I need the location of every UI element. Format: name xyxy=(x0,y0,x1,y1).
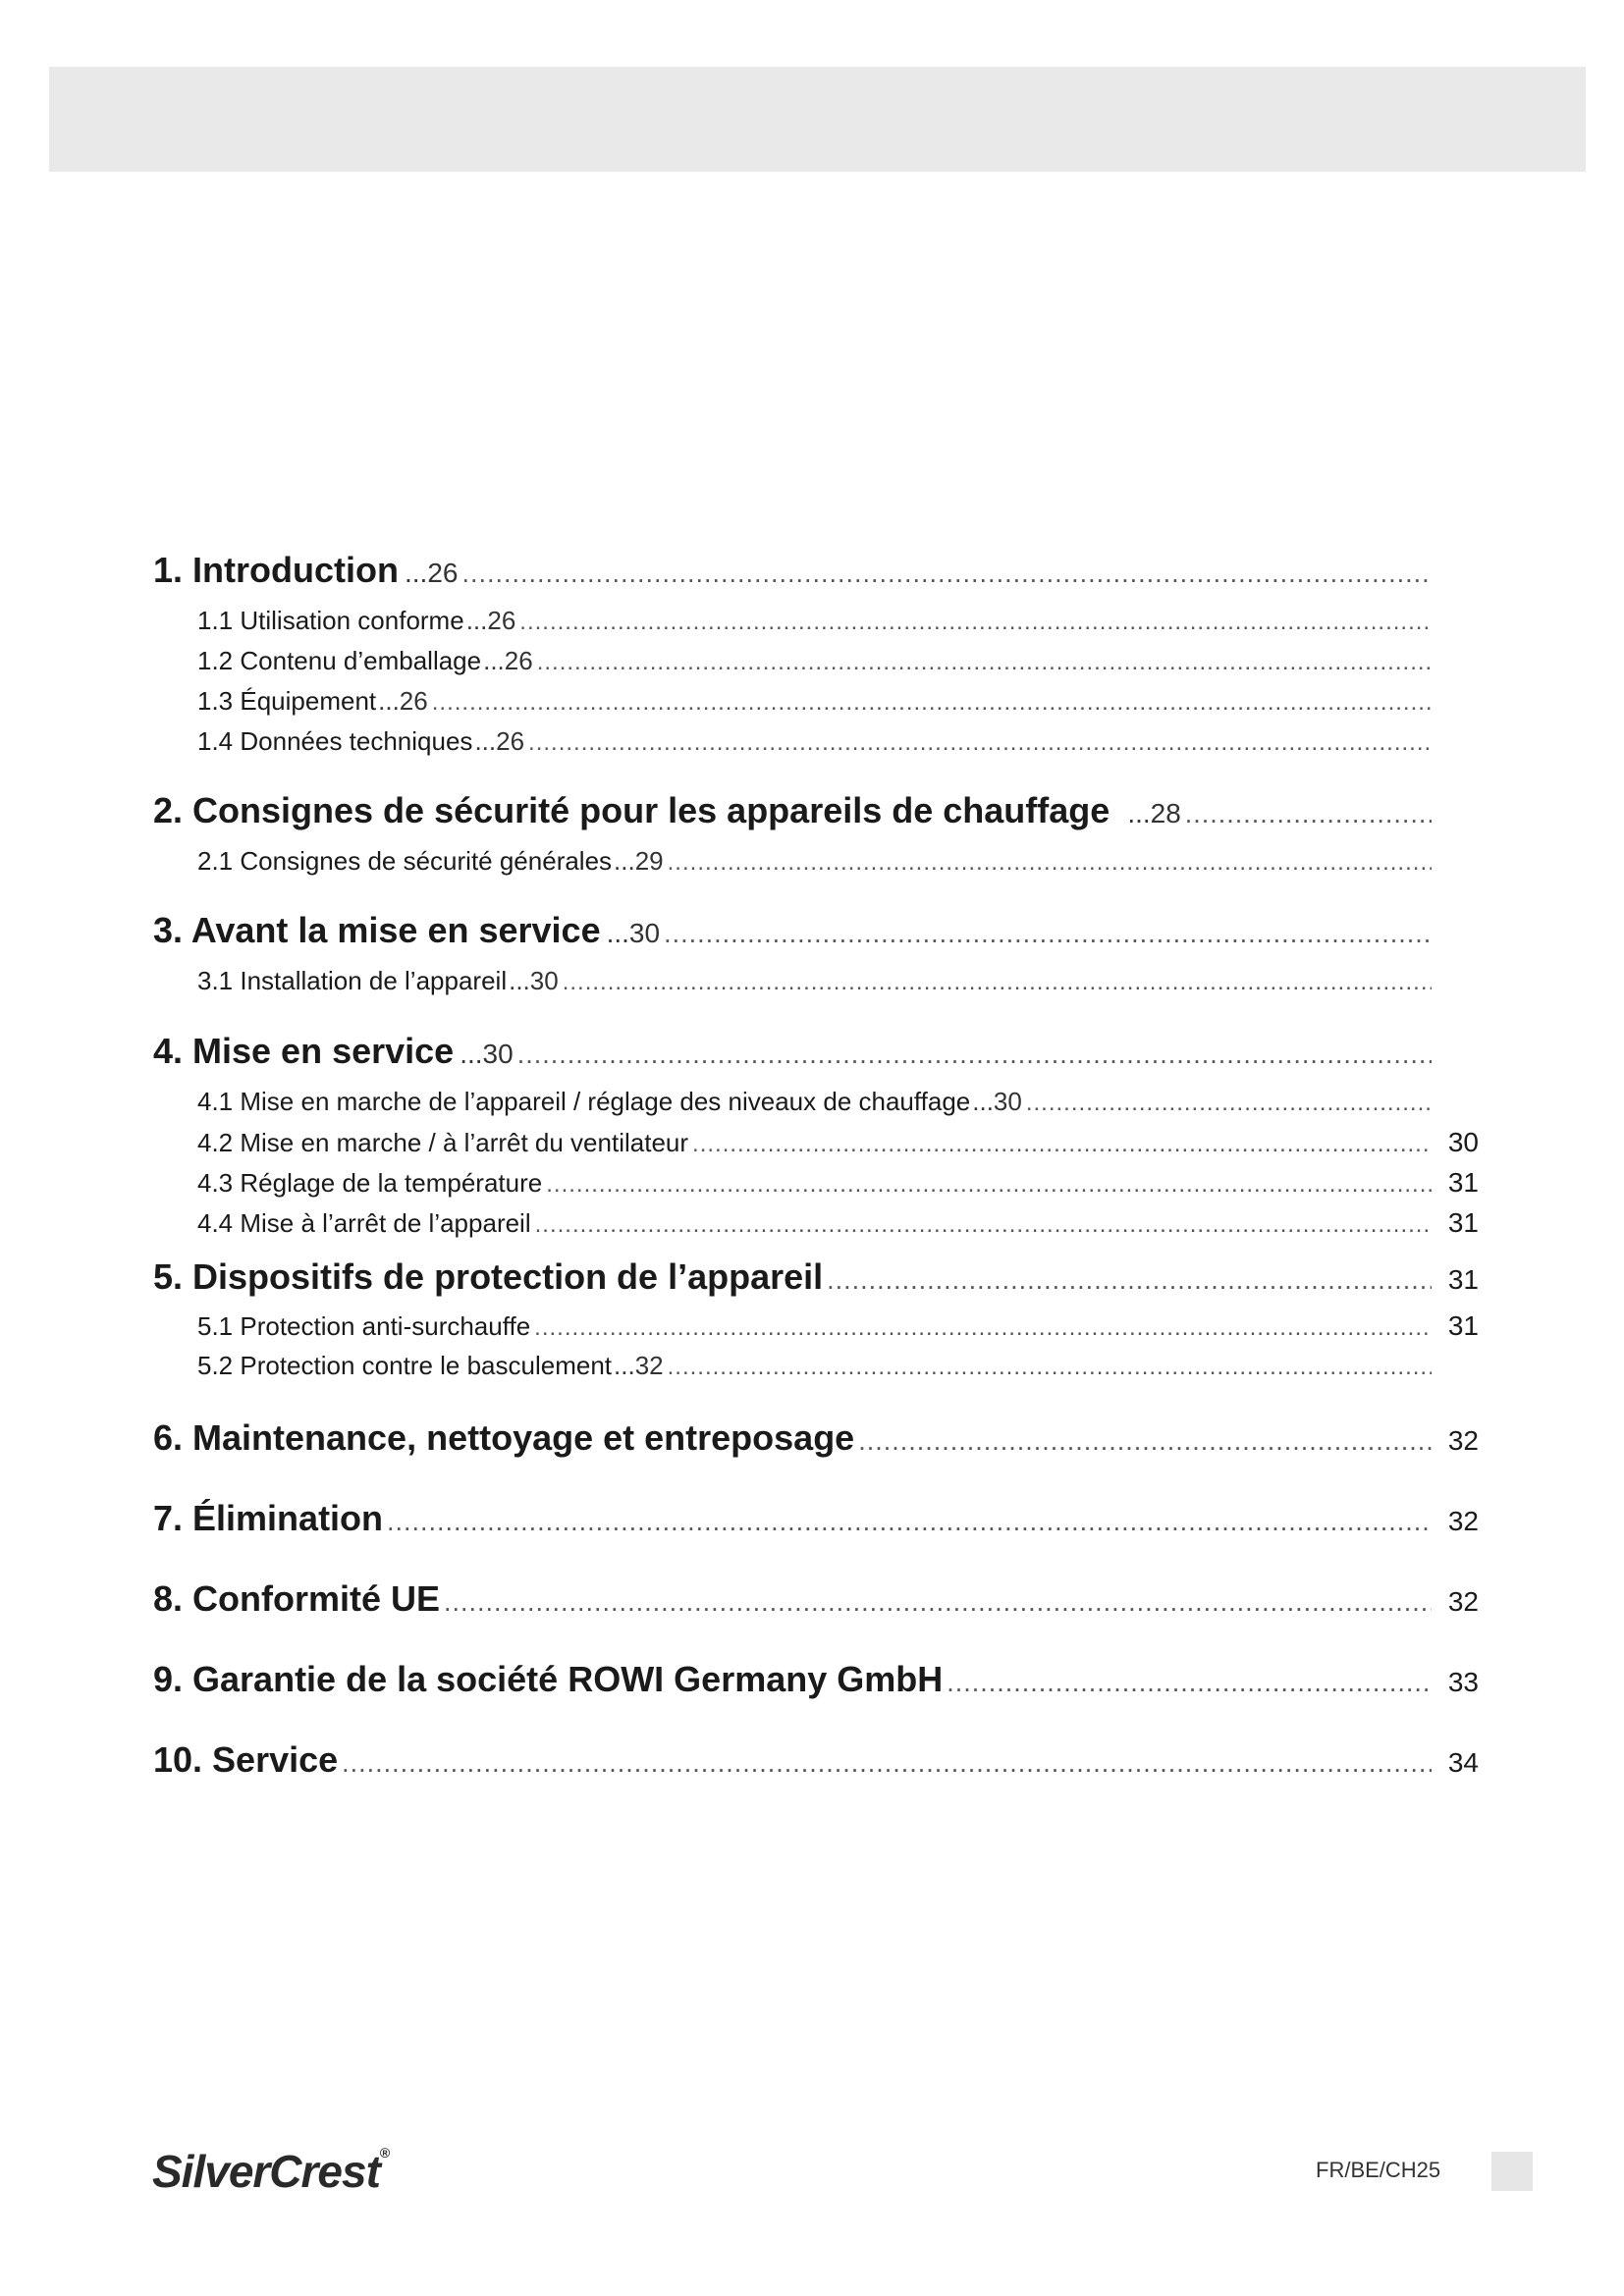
toc-title: 8. Conformité UE xyxy=(153,1578,441,1619)
toc-page-number: 31 xyxy=(1447,1167,1479,1198)
page-code: FR/BE/CH25 xyxy=(1316,2158,1441,2182)
toc-title: 1. Introduction xyxy=(153,550,399,590)
toc-title: 9. Garantie de la société ROWI Germany GmbH xyxy=(153,1659,944,1699)
toc-title: 4.3 Réglage de la température xyxy=(197,1168,543,1198)
toc-page-inline: ...26 xyxy=(378,686,428,716)
toc-page-inline: ...32 xyxy=(614,1351,664,1380)
dot-leader xyxy=(1185,799,1432,829)
toc-title: 4.1 Mise en marche de l’appareil / réglage des niveaux de chauffage xyxy=(197,1087,971,1116)
toc-page-inline: ...29 xyxy=(614,846,664,876)
dot-leader xyxy=(444,1587,1432,1618)
dot-leader xyxy=(563,969,1432,996)
toc-entry-4-2[interactable] xyxy=(153,1127,1479,1158)
toc-entry-3-1[interactable] xyxy=(153,966,1479,996)
toc-page-number: 31 xyxy=(1447,1310,1479,1341)
dot-leader xyxy=(827,1265,1432,1296)
toc-title: 5.1 Protection anti-surchauffe xyxy=(197,1311,531,1341)
toc-title: 3.1 Installation de l’appareil xyxy=(197,966,508,995)
dot-leader xyxy=(692,1131,1432,1158)
toc-entry-1-4[interactable] xyxy=(153,726,1479,757)
dot-leader xyxy=(947,1668,1432,1698)
dot-leader xyxy=(537,649,1432,676)
dot-leader xyxy=(534,1314,1432,1342)
dot-leader xyxy=(387,1507,1432,1537)
dot-leader xyxy=(546,1171,1432,1199)
toc-page-inline: ...30 xyxy=(460,1039,514,1069)
toc-entry-before-use[interactable] xyxy=(153,910,1479,951)
toc-page-number: 32 xyxy=(1447,1586,1479,1617)
toc-entry-eu-conformity[interactable] xyxy=(153,1578,1479,1620)
toc-title: 4.2 Mise en marche / à l’arrêt du ventilateur xyxy=(197,1128,689,1157)
dot-leader xyxy=(664,919,1432,949)
dot-leader xyxy=(668,849,1432,877)
toc-title: 5. Dispositifs de protection de l’appareil xyxy=(153,1256,824,1297)
toc-title: 7. Élimination xyxy=(153,1498,384,1538)
dot-leader xyxy=(1026,1090,1432,1117)
registered-mark: ® xyxy=(379,2145,390,2161)
toc-page-inline: ...26 xyxy=(465,606,516,635)
toc-entry-4-1[interactable] xyxy=(153,1087,1479,1117)
toc-entry-4-3[interactable] xyxy=(153,1167,1479,1199)
toc-entry-start-up[interactable] xyxy=(153,1031,1479,1072)
toc-title: 4. Mise en service xyxy=(153,1031,455,1071)
toc-entry-maintenance[interactable] xyxy=(153,1417,1479,1459)
toc-title: 1.3 Équipement xyxy=(197,686,377,716)
toc-title: 1.2 Contenu d’emballage xyxy=(197,646,482,675)
toc-page-inline: ...30 xyxy=(606,918,661,948)
toc-entry-1-3[interactable] xyxy=(153,686,1479,717)
toc-entry-introduction[interactable] xyxy=(153,550,1479,591)
toc-entry-5-2[interactable] xyxy=(153,1351,1479,1381)
toc-title: 6. Maintenance, nettoyage et entreposage xyxy=(153,1417,855,1458)
toc-page-number: 32 xyxy=(1447,1425,1479,1456)
page-tab-marker xyxy=(1491,2152,1533,2191)
toc-page-inline: ...30 xyxy=(509,966,559,995)
dot-leader xyxy=(528,729,1432,757)
toc-title: 2. Consignes de sécurité pour les appareils de chauffage xyxy=(153,790,1110,830)
toc-page-number: 31 xyxy=(1447,1207,1479,1238)
dot-leader xyxy=(517,1040,1432,1070)
brand-logo-text: SilverCrest xyxy=(152,2146,380,2197)
toc-page-number: 34 xyxy=(1447,1747,1479,1778)
toc-entry-1-1[interactable] xyxy=(153,606,1479,636)
dot-leader xyxy=(858,1426,1432,1457)
toc-entry-4-4[interactable] xyxy=(153,1207,1479,1239)
dot-leader xyxy=(432,689,1432,717)
toc-title: 4.4 Mise à l’arrêt de l’appareil xyxy=(197,1208,531,1238)
toc-title: 2.1 Consignes de sécurité générales xyxy=(197,846,613,876)
toc-page-number: 31 xyxy=(1447,1264,1479,1295)
toc-entry-2-1[interactable] xyxy=(153,846,1479,877)
toc-page-inline: ...26 xyxy=(474,726,525,756)
header-band xyxy=(49,67,1586,172)
toc-page-inline: ...26 xyxy=(483,646,533,675)
dot-leader xyxy=(519,609,1432,636)
toc-entry-5-1[interactable] xyxy=(153,1310,1479,1342)
toc-title: 10. Service xyxy=(153,1739,339,1780)
dot-leader xyxy=(342,1748,1432,1779)
toc-page-inline: ...30 xyxy=(972,1087,1022,1116)
toc-page-number: 30 xyxy=(1447,1127,1479,1157)
dot-leader xyxy=(461,559,1432,589)
toc-page-number: 33 xyxy=(1447,1667,1479,1697)
toc-entry-safety[interactable] xyxy=(153,790,1479,831)
toc-entry-service[interactable] xyxy=(153,1739,1479,1781)
toc-title: 1.1 Utilisation conforme xyxy=(197,606,464,635)
toc-title: 1.4 Données techniques xyxy=(197,726,473,756)
toc-title: 5.2 Protection contre le basculement xyxy=(197,1351,613,1380)
brand-logo xyxy=(152,2145,389,2198)
toc-title: 3. Avant la mise en service xyxy=(153,910,601,950)
toc-page-inline: ...26 xyxy=(404,558,459,588)
toc-entry-1-2[interactable] xyxy=(153,646,1479,676)
toc-entry-warranty[interactable] xyxy=(153,1659,1479,1700)
toc-entry-disposal[interactable] xyxy=(153,1498,1479,1539)
dot-leader xyxy=(535,1211,1432,1239)
dot-leader xyxy=(668,1354,1432,1381)
toc-page-number: 32 xyxy=(1447,1506,1479,1536)
toc-page-inline: ...28 xyxy=(1127,798,1181,828)
toc-entry-protection[interactable] xyxy=(153,1256,1479,1298)
